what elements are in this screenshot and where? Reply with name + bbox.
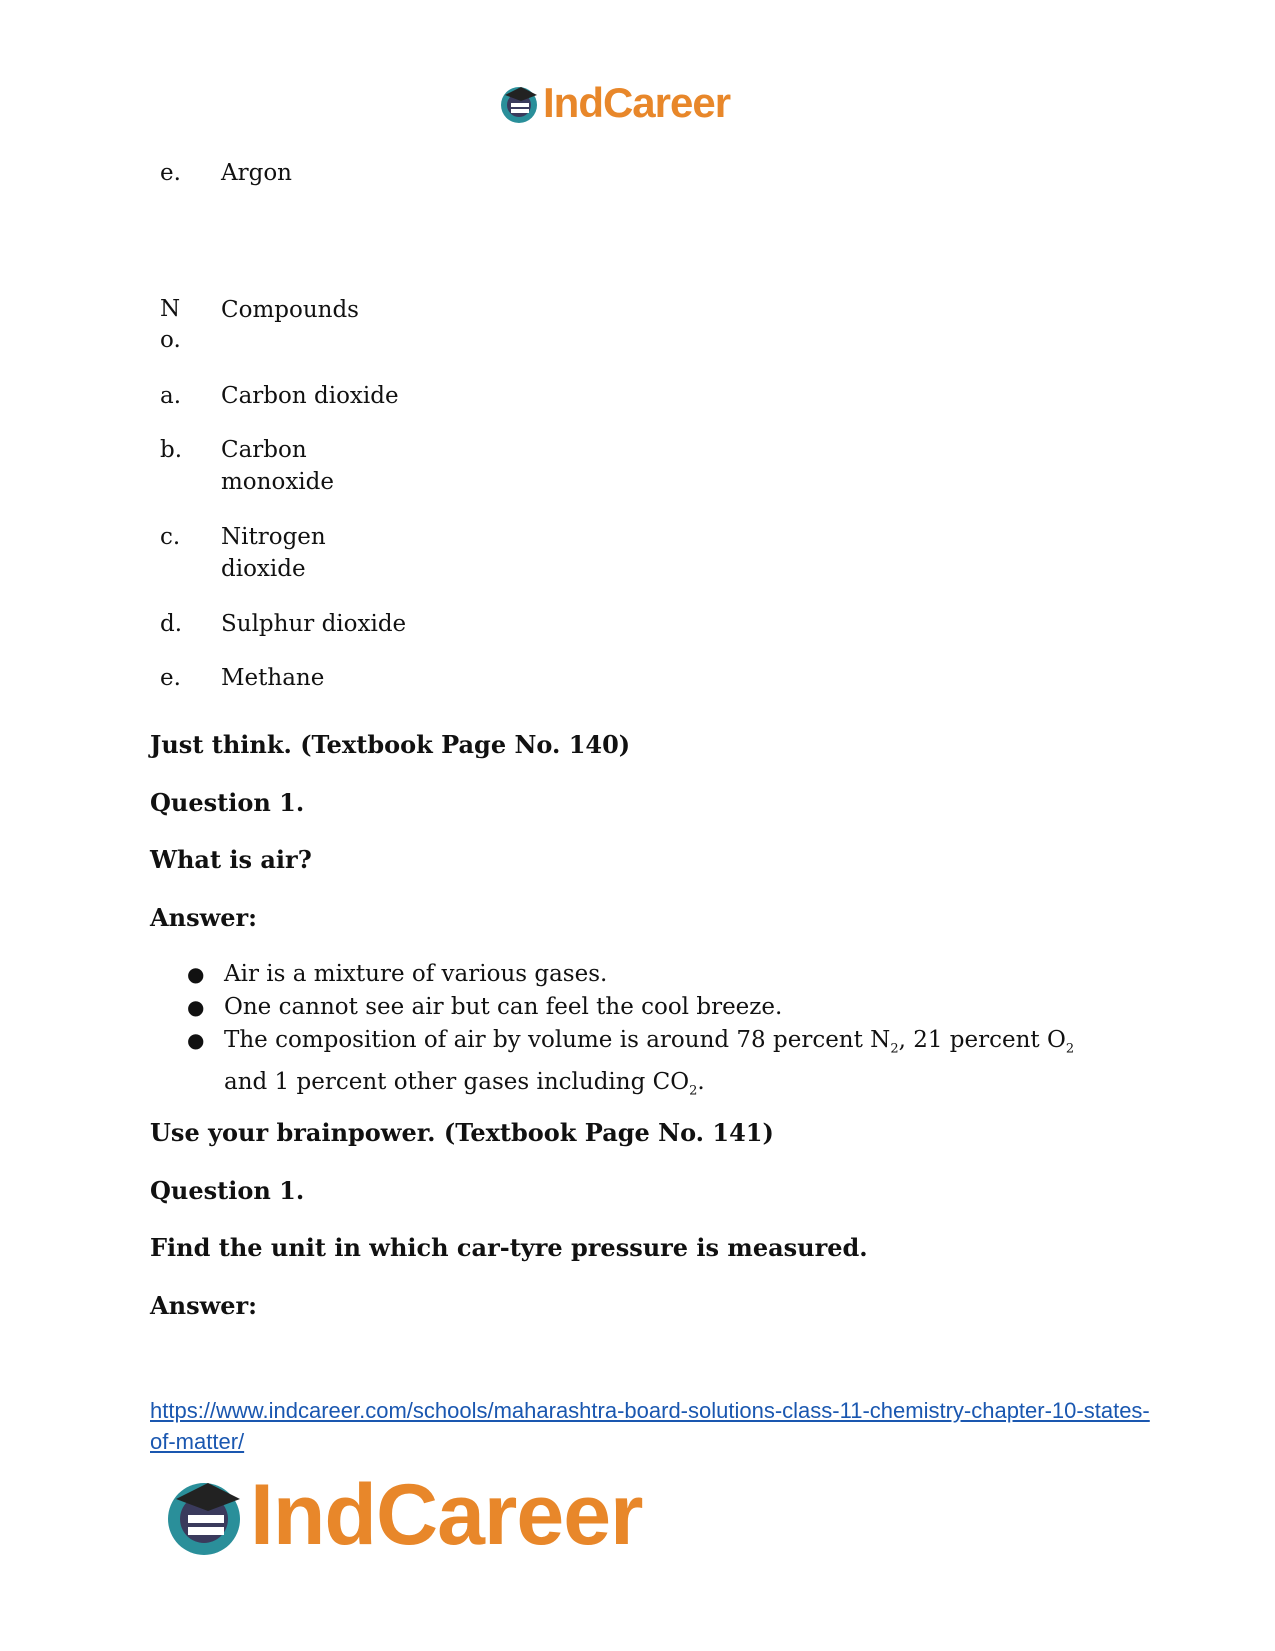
row-number: e. <box>160 160 181 186</box>
bullet-icon: ● <box>187 962 205 986</box>
bullet-icon: ● <box>187 995 205 1019</box>
row-number: a. <box>160 383 182 409</box>
row-label: Sulphur dioxide <box>221 611 407 637</box>
row-number: b. <box>160 437 183 463</box>
graduation-cap-icon <box>497 81 541 125</box>
answer-label: Answer: <box>150 1291 258 1320</box>
list-item: ● The composition of air by volume is around 78 percent $N_2$, 21 percent $O_2$ and 1 percent other gases including $CO_2$. <box>150 1024 1100 1107</box>
section-heading: Just think. (Textbook Page No. 140) <box>150 730 631 759</box>
row-label: Argon <box>221 160 292 186</box>
row-label: Carbon monoxide <box>221 437 334 495</box>
question-label: Question 1. <box>150 788 305 817</box>
row-label: Nitrogen dioxide <box>221 524 326 582</box>
list-item: ● One cannot see air but can feel the cool breeze. <box>150 991 1100 1024</box>
column-header-number: No. <box>160 296 181 353</box>
question-text: What is air? <box>150 845 312 874</box>
header-logo <box>497 80 730 126</box>
row-number: d. <box>160 611 183 637</box>
footer-logo <box>160 1466 643 1563</box>
bullet-icon: ● <box>187 1028 205 1052</box>
question-label: Question 1. <box>150 1176 305 1205</box>
answer-label: Answer: <box>150 903 258 932</box>
section-heading: Use your brainpower. (Textbook Page No. 141) <box>150 1118 774 1147</box>
header-logo-text: IndCareer <box>543 79 731 126</box>
graduation-cap-icon <box>160 1471 248 1559</box>
row-number: e. <box>160 665 181 691</box>
column-header-compounds: Compounds <box>221 297 359 323</box>
row-label: Methane <box>221 665 325 691</box>
list-item: ● Air is a mixture of various gases. <box>150 958 1100 991</box>
footer-logo-text: IndCareer <box>250 1466 643 1563</box>
row-label: Carbon dioxide <box>221 383 399 409</box>
answer-bullet-list <box>150 958 1100 1107</box>
row-number: c. <box>160 524 181 550</box>
question-text: Find the unit in which car-tyre pressure is measured. <box>150 1233 868 1262</box>
source-url-link[interactable]: https://www.indcareer.com/schools/maharashtra-board-solutions-class-11-chemistry-chapter-10-states-of-matter/ <box>150 1398 1150 1454</box>
